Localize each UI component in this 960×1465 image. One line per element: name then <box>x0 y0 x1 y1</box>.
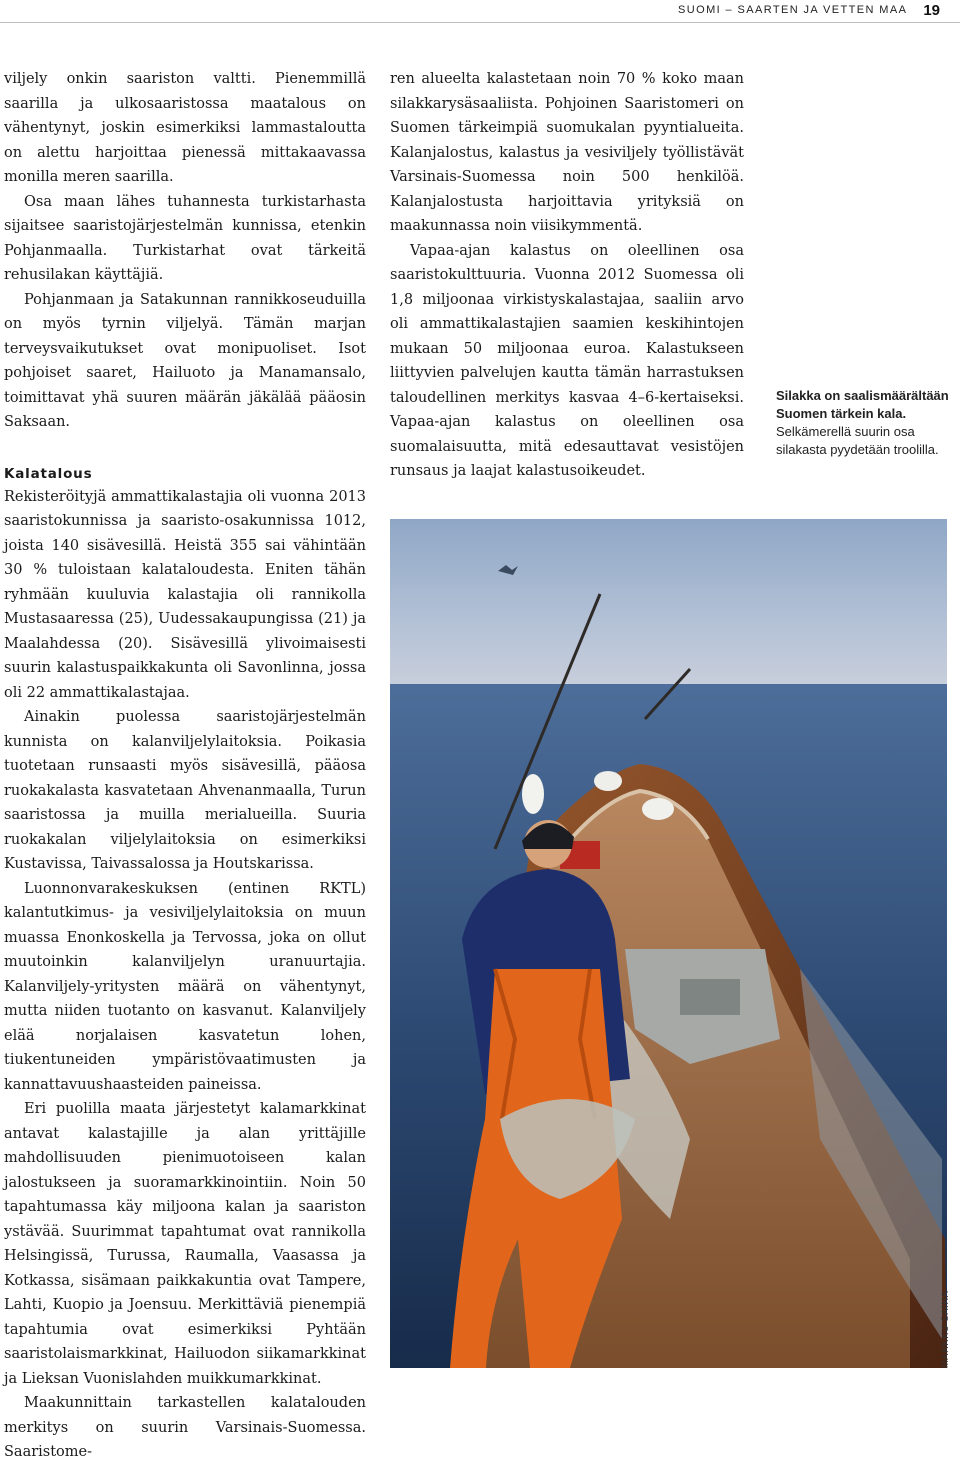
body-paragraph: Rekisteröityjä ammattikalastajia oli vuonna 2013 saaristokunnissa ja saaristo-osakunnissa 1012, joista 140 sisävesillä. Heistä 355 sai vähintään 30 % tuloistaan kalataloudesta. Eniten tähän ryhmään kuuluvia kalastajia oli rannikolla Mustasaaressa (25), Uudessakaupungissa (21) ja Maalahdessa (20). Sisävesillä ylivoimaisesti suurin kalastuspaikkakunta oli Savonlinna, jossa oli 22 ammattikalastajaa. <box>4 488 366 701</box>
header-rule <box>0 22 960 23</box>
section-heading: Kalatalous <box>4 465 93 482</box>
middle-text-column <box>390 67 744 484</box>
body-paragraph: Maakunnittain tarkastellen kalatalouden merkitys on suurin Varsinais-Suomessa. Saaristome- <box>4 1395 366 1460</box>
body-paragraph: Luonnonvarakeskuksen (entinen RKTL) kalantutkimus- ja vesiviljelylaitoksia on muun muassa Enonkoskella ja Tervossa, joka on ollut muutoinkin kalanviljelyn uranuurtajia. Kalanviljely-yritysten määrä on vähentynyt, mutta niiden tuotanto on kasvanut. Kalanviljely elää norjalaisen kasvatetun lohen, tiukentuneiden ympäristövaatimusten ja kannattavuushaasteiden paineissa. <box>4 880 366 1093</box>
left-text-column <box>4 67 366 1465</box>
body-paragraph: Osa maan lähes tuhannesta turkistarhasta sijaitsee saaristojärjestelmän kunnissa, etenkin Pohjanmaalla. Turkistarhat ovat tärkeitä rehusilakan käyttäjiä. <box>4 193 366 283</box>
fishing-boat-photo <box>390 519 947 1368</box>
body-paragraph: Vapaa-ajan kalastus on oleellinen osa saaristokulttuuria. Vuonna 2012 Suomessa oli 1,8 miljoonaa virkistyskalastajaa, saaliin arvo oli ammattikalastajien saamien keskihintojen mukaan 50 miljoonaa euroa. Kalastukseen liittyvien palvelujen kautta tämän harrastuksen taloudellinen merkitys kasvaa 4–6-kertaiseksi. Vapaa-ajan kalastus on oleellinen osa suomalaisuutta, mitä edesauttavat vesistöjen runsaus ja laajat kalastusoikeudet. <box>390 242 744 479</box>
body-paragraph: viljely onkin saariston valtti. Pienemmillä saarilla ja ulkosaaristossa maatalous on vähentynyt, joskin esimerkiksi lammastaloutta on alettu harjoittaa pienessä mittakaavassa monilla meren saarilla. <box>4 71 366 185</box>
caption-text: Selkämerellä suurin osa silakasta pyydetään troolilla. <box>776 424 939 457</box>
body-paragraph: Pohjanmaan ja Satakunnan rannikkoseuduilla on myös tyrnin viljelyä. Tämän marjan terveysvaikutukset ovat monipuoliset. Isot pohjoiset saaret, Hailuoto ja Manamansalo, toimittavat yhä suuren määrän jäkälää pääosin Saksaan. <box>4 291 366 430</box>
page-number: 19 <box>923 1 940 19</box>
body-paragraph: Ainakin puolessa saaristojärjestelmän kunnista on kalanviljelylaitoksia. Poikasia tuotetaan runsaasti myös sisävesillä, pääosa ruokakalasta kasvatetaan Ahvenanmaalla, Turun saaristossa ja muilla merialueilla. Suuria ruokakalan viljelylaitoksia on esimerkiksi Kustavissa, Taivassalossa ja Houtskarissa. <box>4 709 366 872</box>
photo-caption <box>776 387 952 459</box>
body-paragraph: Eri puolilla maata järjestetyt kalamarkkinat antavat kalastajille ja alan yrittäjille mahdollisuuden pienimuotoiseen kalan jalostukseen ja suoramarkkinointiin. Noin 50 tapahtumassa käy miljoona kalan ja saariston ystävää. Suurimmat tapahtumat ovat rannikolla Helsingissä, Turussa, Raumalla, Vaasassa ja Kotkassa, sisämaan paikkakuntia ovat Tampere, Lahti, Kuopio ja Joensuu. Merkittäviä pienempiä tapahtumia ovat esimerkiksi Pyhtään saaristolaismarkkinat, Hailuodon siikamarkkinat ja Lieksan Vuonislahden muikkumarkkinat. <box>4 1101 366 1387</box>
caption-lead: Silakka on saalismäärältään Suomen tärkein kala. <box>776 388 949 421</box>
body-paragraph: ren alueelta kalastetaan noin 70 % koko maan silakkarysäsaaliista. Pohjoinen Saaristomeri on Suomen tärkeimpiä suomukalan pyyntialueita. Kalanjalostus, kalastus ja vesiviljely työllistävät Varsinais-Suomessa noin 500 henkilöä. Kalanjalostusta harjoittavia yrityksiä on maakunnassa noin viisikymmentä. <box>390 71 744 234</box>
running-title: SUOMI – SAARTEN JA VETTEN MAA <box>678 4 908 16</box>
running-head <box>678 0 940 20</box>
photo-credit: MARKKU SAIHA <box>940 1290 950 1368</box>
